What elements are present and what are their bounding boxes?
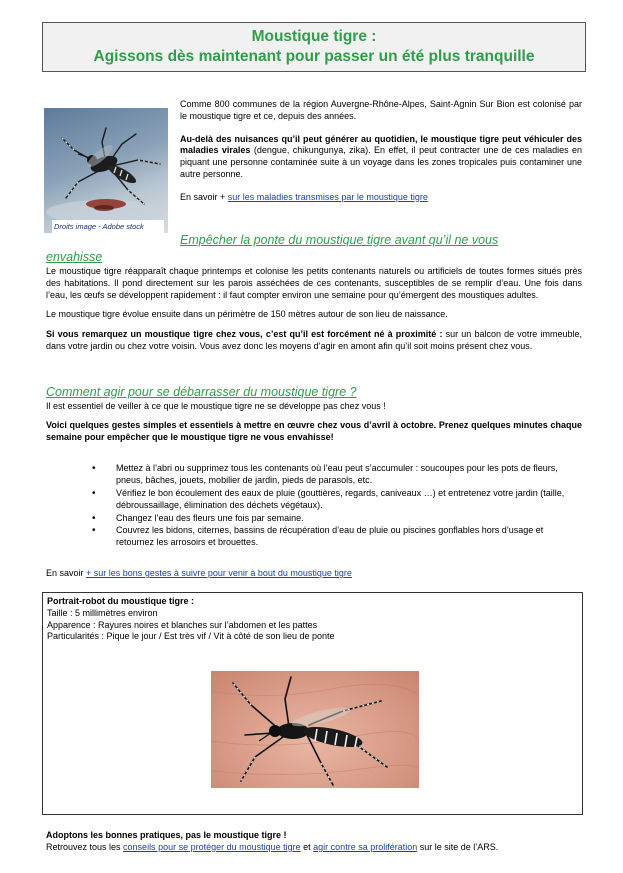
footer-links-line (46, 842, 586, 854)
protect-advice-link[interactable]: conseils pour se protéger du moustique tigre (123, 841, 301, 852)
footer (46, 830, 586, 854)
footer-slogan: Adoptons les bonnes pratiques, pas le moustique tigre ! (46, 830, 287, 840)
section2-paragraph-1: Il est essentiel de veiller à ce que le moustique tigre ne se développe pas chez vous ! (46, 401, 386, 411)
proliferation-link[interactable]: agir contre sa prolifération (313, 841, 418, 852)
portrait-appearance: Apparence : Rayures noires et blanches sur l’abdomen et les pattes (47, 619, 318, 630)
list-item: • Changez l’eau des fleurs une fois par semaine. (92, 513, 582, 525)
section1-paragraph-3-rest: sur un balcon de votre immeuble, dans votre jardin ou chez votre voisin. Vous avez donc les moyens d’agir en amont afin qu’il soit moins présent chez vous. (46, 329, 582, 351)
section1-body (46, 266, 582, 361)
page-subtitle: Agissons dès maintenant pour passer un été plus tranquille (93, 48, 535, 65)
footer-prefix: Retrouvez tous les (46, 841, 124, 852)
mosquito-photo-top (44, 108, 168, 233)
portrait-size: Taille : 5 millimètres environ (47, 607, 158, 618)
section2-more-prefix: En savoir (46, 568, 87, 578)
list-item: • Vérifiez le bon écoulement des eaux de pluie (gouttières, regards, caniveaux …) et entretenez votre jardin (taille, débroussaillage, élimination des déchets végétaux). (92, 488, 582, 512)
mosquito-photo-skin (211, 671, 419, 788)
good-practices-link[interactable]: + sur les bons gestes à suivre pour venir à bout du moustique tigre (86, 568, 352, 578)
section1-paragraph-3 (46, 329, 582, 353)
section1-heading-part1: Empêcher la ponte du moustique tigre avant qu’il ne vous (180, 233, 499, 247)
footer-suffix: sur le site de l’ARS. (417, 841, 499, 852)
portrait-traits: Particularités : Pique le jour / Est très vif / Vit à côté de son lieu de ponte (47, 631, 335, 642)
section1-heading-part2: envahisse (46, 250, 103, 264)
portrait-title: Portrait-robot du moustique tigre : (47, 596, 194, 606)
mosquito-illustration-top (44, 108, 168, 233)
intro-paragraph-2-rest: (dengue, chikungunya, zika). En effet, il peut contracter une de ces maladies en piquant une personne contaminée suite à un voyage dans les zones tropicales puis contaminer une autre personne. (180, 145, 582, 179)
section2-more (46, 568, 352, 580)
section2-paragraph-2: Voici quelques gestes simples et essentiels à mettre en œuvre chez vous d’avril à octobre. Prenez quelques minutes chaque semaine pour empêcher que le moustique tigre ne vous envahisse! (46, 419, 582, 442)
portrait-box (42, 592, 583, 815)
section1-paragraph-1: Le moustique tigre réapparaît chaque printemps et colonise les petits contenants naturels ou artificiels de toutes formes situés près des habitations. Il pond directement sur les parois asséchées de ces contenants, susceptibles de se remplir d’eau. Une fois dans l’eau, les œufs se développent rapidement : il faut compter environ une semaine pour qu’émergent des moustiques adultes. (46, 266, 582, 300)
intro-bold-text: Au-delà des nuisances qu’il peut générer au quotidien, le moustique tigre peut véhiculer des maladies virales (180, 133, 582, 156)
intro-more-prefix: En savoir + (180, 191, 228, 202)
intro-paragraph-2 (180, 134, 582, 181)
section1-paragraph-2: Le moustique tigre évolue ensuite dans un périmètre de 150 mètres autour de son lieu de naissance. (46, 309, 448, 320)
list-item: • Mettez à l’abri ou supprimez tous les contenants où l’eau peut s’accumuler : soucoupes pour les pots de fleurs, pneus, bâches, jouets, mobilier de jardin, pieds de parasols, etc. (92, 463, 582, 487)
footer-middle: et (300, 841, 314, 852)
section2-heading: Comment agir pour se débarrasser du moustique tigre ? (46, 385, 357, 399)
list-item: • Couvrez les bidons, citernes, bassins de récupération d’eau de pluie ou piscines gonflables hors d’usage et retournez les arrosoirs et brouettes. (92, 525, 582, 549)
page-title: Moustique tigre : (251, 28, 377, 45)
section1-bold-text: Si vous remarquez un moustique tigre chez vous, c’est qu’il est forcément né à proximité : (46, 329, 443, 340)
intro-more (180, 192, 582, 204)
diseases-link[interactable]: sur les maladies transmises par le moustique tigre (227, 191, 428, 202)
mosquito-illustration-skin (211, 671, 419, 788)
image-credit: Droits image - Adobe stock (52, 220, 164, 233)
intro-section (180, 99, 582, 215)
intro-paragraph-1: Comme 800 communes de la région Auvergne-Rhône-Alpes, Saint-Agnin Sur Bion est colonisé par le moustique tigre et ce, depuis des années. (180, 99, 582, 121)
title-banner (42, 22, 586, 72)
actions-list (92, 463, 582, 549)
section2-body (46, 401, 582, 550)
